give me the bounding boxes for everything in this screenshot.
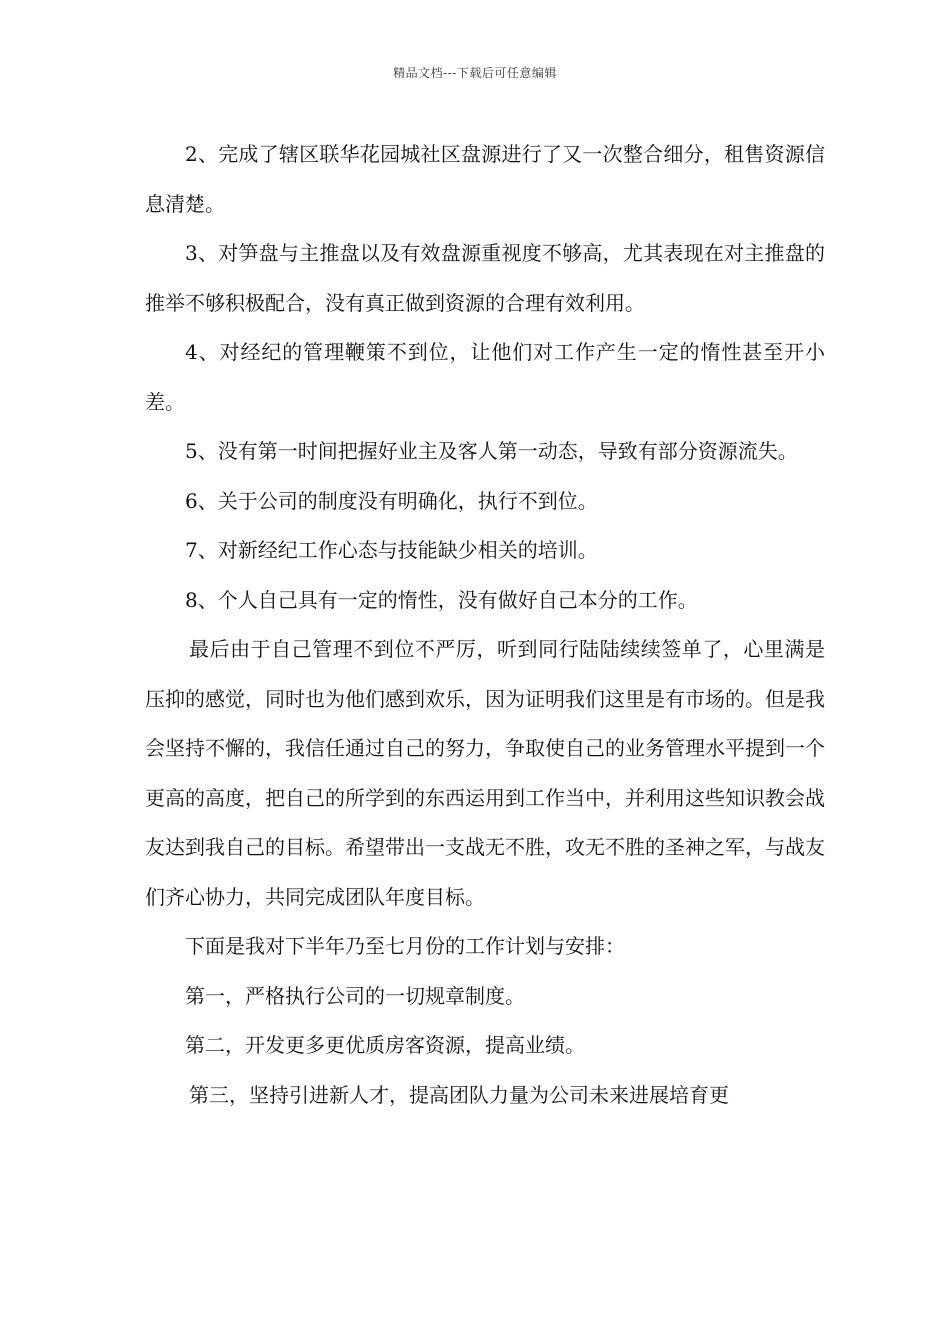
paragraph-plan-intro: 下面是我对下半年乃至七月份的工作计划与安排： xyxy=(185,934,625,958)
paragraph-item-6: 6、关于公司的制度没有明确化，执行不到位。 xyxy=(185,488,598,513)
paragraph-item-3: 3、对笋盘与主推盘以及有效盘源重视度不够高，尤其表现在对主推盘的推举不够积极配合，没有真正做到资源的合理有效利用。 xyxy=(145,241,825,315)
document-body xyxy=(145,130,825,1120)
paragraph-item-5: 5、没有第一时间把握好业主及客人第一动态，导致有部分资源流失。 xyxy=(185,439,798,463)
paragraph-plan-second: 第二，开发更多更优质房客资源，提高业绩。 xyxy=(185,1033,585,1057)
paragraph-item-8: 8、个人自己具有一定的惰性，没有做好自己本分的工作。 xyxy=(185,587,698,612)
paragraph-item-4: 4、对经纪的管理鞭策不到位，让他们对工作产生一定的惰性甚至开小差。 xyxy=(145,340,825,414)
paragraph-plan-first: 第一，严格执行公司的一切规章制度。 xyxy=(185,983,525,1008)
paragraph-plan-third: 第三，坚持引进新人才，提高团队力量为公司未来进展培育更 xyxy=(189,1082,729,1107)
paragraph-item-2: 2、完成了辖区联华花园城社区盘源进行了又一次整合细分，租售资源信息清楚。 xyxy=(145,142,825,216)
page-header: 精品文档---下载后可任意编辑 xyxy=(393,66,557,80)
paragraph-item-7: 7、对新经纪工作心态与技能缺少相关的培训。 xyxy=(185,538,598,562)
paragraph-summary: 最后由于自己管理不到位不严厉，听到同行陆陆续续签单了，心里满是压抑的感觉，同时也为他们感到欢乐，因为证明我们这里是有市场的。但是我会坚持不懈的，我信任通过自己的努力，争取使自己的业务管理水平提到一个更高的高度，把自己的所学到的东西运用到工作当中，并利用这些知识教会战友达到我自己的目标。希望带出一支战无不胜，攻无不胜的圣神之军，与战友们齐心协力，共同完成团队年度目标。 xyxy=(145,637,825,909)
